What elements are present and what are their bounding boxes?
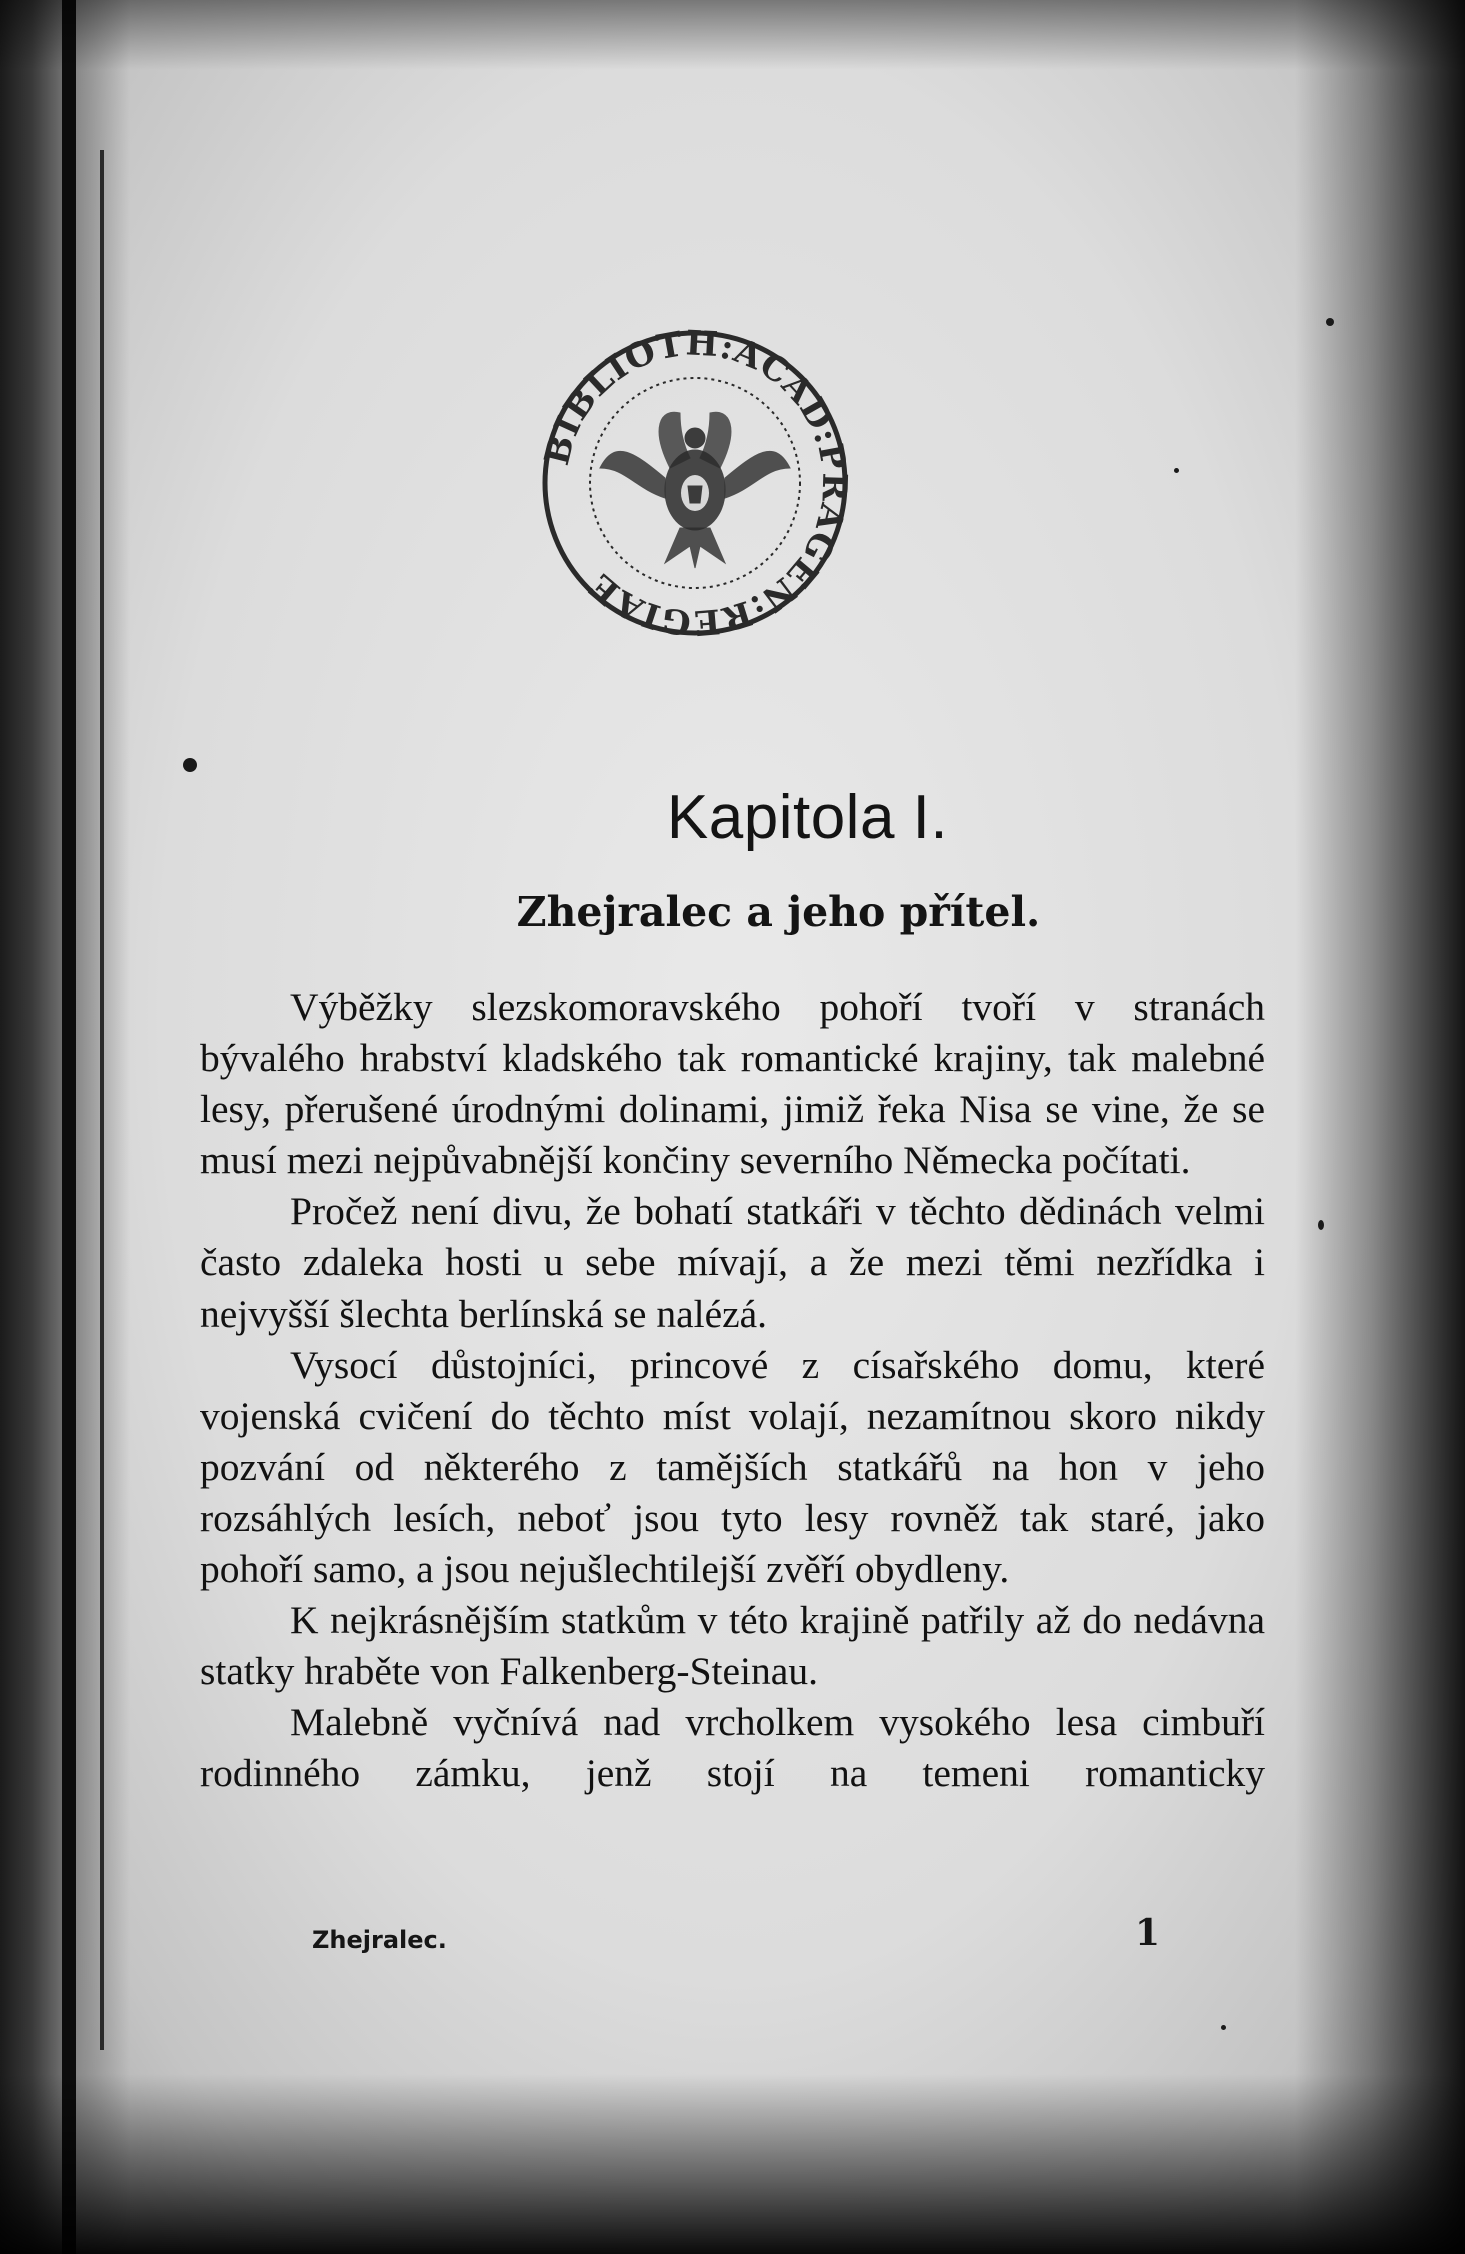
chapter-heading [0, 782, 1465, 853]
signature-mark: 1 [1135, 1912, 1161, 1954]
body-text [200, 982, 1265, 1800]
paragraph: Výběžky slezskomoravského pohoří tvoří v stranách bývalého hrabství kladského tak romantické krajiny, tak malebné lesy, přerušené úrodnými dolinami, jimiž řeka Nisa se vine, že se musí mezi nejpůvabnější končiny severního Německa počítati. [200, 985, 1265, 1183]
paragraph: K nejkrásnějším statkům v této krajině patřily až do nedávna statky hraběte von Falkenberg-Steinau. [200, 1598, 1265, 1694]
binding-edge [62, 0, 76, 2254]
scan-speck [1326, 318, 1334, 326]
top-edge-shadow [0, 0, 1465, 70]
library-stamp [530, 318, 860, 648]
right-edge-shadow [1295, 0, 1465, 2254]
eagle-emblem-icon [600, 412, 790, 568]
scan-speck [1221, 2025, 1226, 2030]
binding-crease [100, 150, 104, 2050]
bottom-edge-shadow [0, 2074, 1465, 2254]
chapter-subtitle [0, 888, 1465, 936]
stamp-text: BIBLIOTH:ACAD:PRAGEN:REGIAE [537, 323, 855, 643]
scan-speck [183, 758, 197, 772]
paragraph: Malebně vyčnívá nad vrcholkem vysokého lesa cimbuří rodinného zámku, jenž stojí na temeni romanticky [200, 1700, 1265, 1796]
paragraph: Pročež není divu, že bohatí statkáři v těchto dědinách velmi často zdaleka hosti u sebe mívají, a že mezi těmi nezřídka i nejvyšší šlechta berlínská se nalézá. [200, 1189, 1265, 1336]
scan-speck [1174, 468, 1179, 473]
chapter-subtitle-text: Zhejralec a jeho přítel. [516, 888, 1041, 936]
chapter-heading-text: Kapitola I. [666, 783, 949, 852]
scan-speck [1318, 1220, 1324, 1230]
running-title: Zhejralec. [312, 1926, 447, 1954]
paragraph: Vysocí důstojníci, princové z císařského domu, které vojenská cvičení do těchto míst volají, nezamítnou skoro nikdy pozvání od některého z tamějších statkářů na hon v jeho rozsáhlých lesích, neboť jsou tyto lesy rovněž tak staré, jako pohoří samo, a jsou nejušlechtilejší zvěří obydleny. [200, 1342, 1265, 1592]
